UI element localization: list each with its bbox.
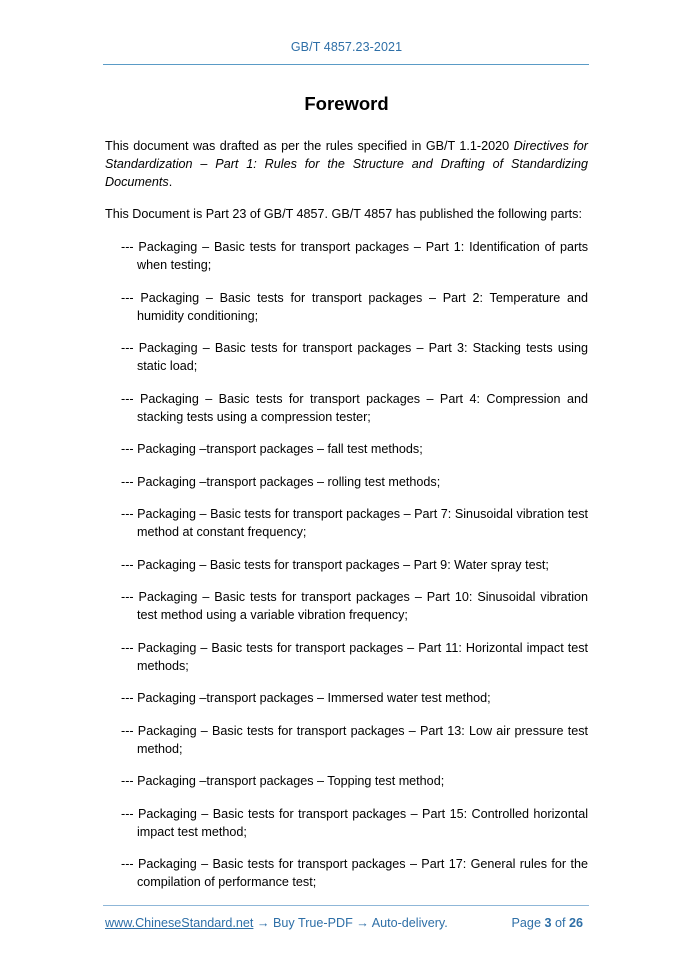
current-page-number: 3 [544, 916, 552, 930]
list-item: --- Packaging – Basic tests for transport packages – Part 10: Sinusoidal vibration test method using a variable vibration frequency; [121, 590, 588, 622]
footer-divider [103, 905, 589, 906]
list-item: --- Packaging – Basic tests for transport packages – Part 11: Horizontal impact test methods; [121, 640, 588, 673]
list-item: --- Packaging – Basic tests for transport packages – Part 4: Compression and stacking tests using a compression tester; [121, 391, 588, 424]
list-item: --- Packaging – Basic tests for transport packages – Part 1: Identification of parts when testing; [121, 240, 588, 272]
total-pages-number: 26 [568, 916, 583, 930]
page-of-label: of [551, 916, 569, 930]
parts-list [121, 238, 588, 906]
footer-promo-text: → Buy True-PDF → Auto-delivery. [253, 916, 448, 930]
page-title: Foreword [304, 93, 389, 114]
list-item: --- Packaging – Basic tests for transport packages – Part 3: Stacking tests using static load; [121, 341, 588, 373]
website-link[interactable]: www.ChineseStandard.net [105, 916, 254, 930]
list-item: --- Packaging –transport packages – Topping test method; [121, 774, 445, 788]
header-divider [103, 64, 589, 65]
list-item: --- Packaging – Basic tests for transport packages – Part 9: Water spray test; [121, 557, 549, 572]
list-item: --- Packaging – Basic tests for transport packages – Part 7: Sinusoidal vibration test method at constant frequency; [121, 507, 588, 539]
list-item: --- Packaging – Basic tests for transport packages – Part 17: General rules for the compilation of performance test; [121, 857, 588, 889]
page-label: Page [511, 916, 545, 930]
list-item: --- Packaging – Basic tests for transport packages – Part 15: Controlled horizontal impact test method; [121, 806, 588, 839]
header-standard-code: GB/T 4857.23-2021 [290, 40, 403, 54]
list-item: --- Packaging – Basic tests for transport packages – Part 13: Low air pressure test method; [121, 723, 588, 756]
footer-promo [105, 916, 448, 930]
intro-p1-end: . [168, 175, 173, 189]
intro-paragraph-2: This Document is Part 23 of GB/T 4857. GB/T 4857 has published the following parts: [105, 207, 582, 221]
intro-p1-italic-title: Directives for Standardization – Part 1: Rules for the Structure and Drafting of Standardizing Documents [105, 139, 588, 189]
intro-paragraph-1 [105, 137, 588, 191]
list-item: --- Packaging –transport packages – Immersed water test method; [121, 691, 491, 705]
list-item: --- Packaging –transport packages – rolling test methods; [121, 474, 441, 489]
list-item: --- Packaging – Basic tests for transport packages – Part 2: Temperature and humidity conditioning; [121, 290, 588, 323]
page-indicator [512, 916, 583, 930]
list-item: --- Packaging –transport packages – fall test methods; [121, 442, 423, 456]
intro-p1-text: This document was drafted as per the rules specified in GB/T 1.1-2020 [105, 139, 514, 153]
